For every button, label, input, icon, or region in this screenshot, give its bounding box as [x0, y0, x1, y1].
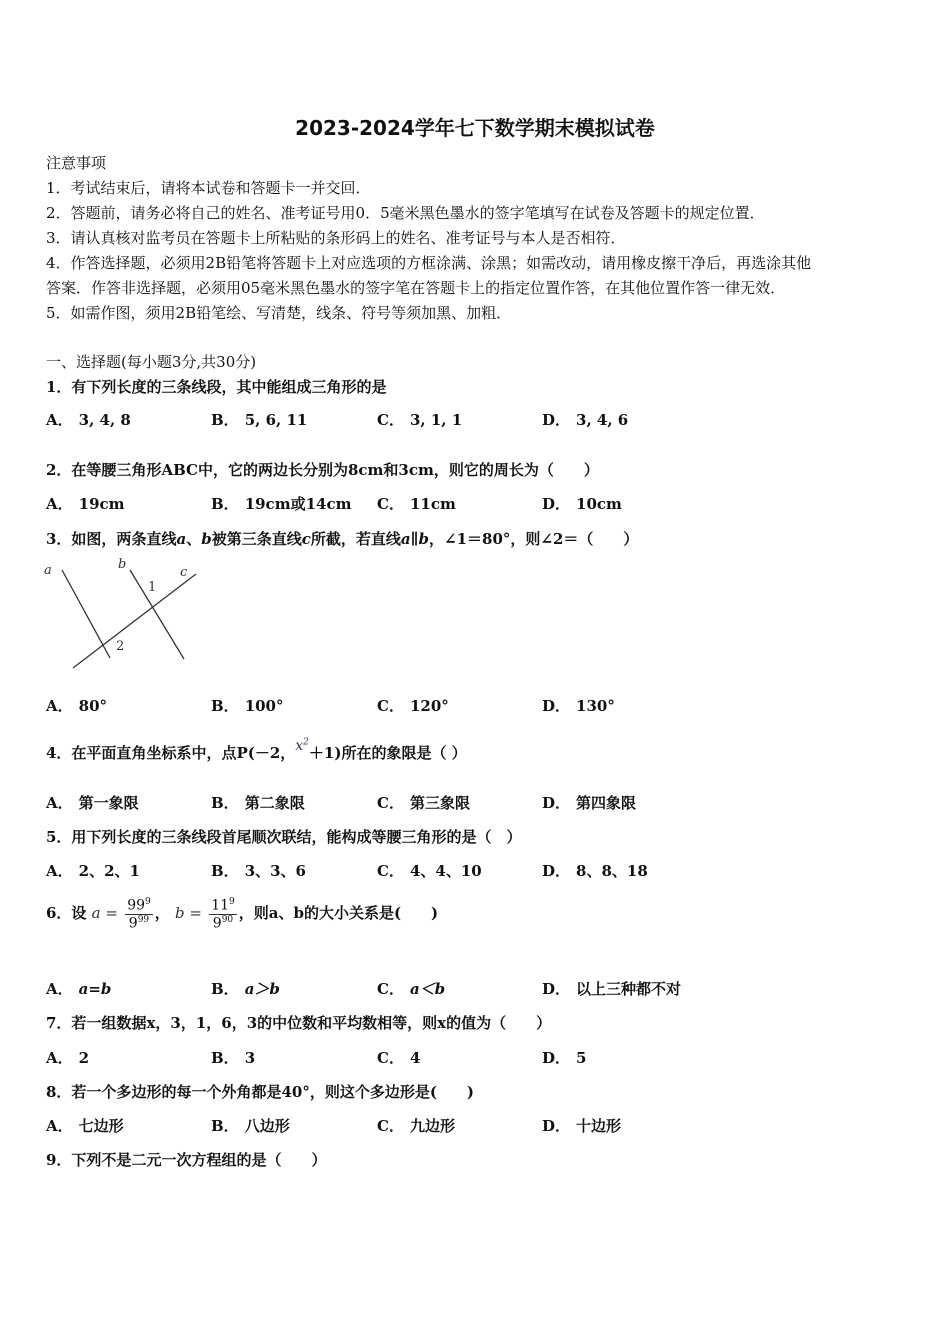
q3-figure	[40, 556, 210, 674]
q1-option-c: C． 3, 1, 1	[377, 411, 463, 429]
question-3-stem: 3．如图，两条直线a、b被第三条直线c所截，若直线a∥b，∠1＝80°，则∠2＝（ ）	[46, 530, 639, 548]
notice-item: 3．请认真核对监考员在答题卡上所粘贴的条形码上的姓名、准考证号与本人是否相符．	[46, 229, 626, 247]
q6-option-c: C． a＜b	[377, 980, 446, 998]
label-c: c	[180, 565, 188, 580]
line-c	[73, 574, 196, 668]
question-4-stem: 4．在平面直角坐标系中，点P(－2，$x^2+1$)所在的象限是（ ）	[46, 737, 467, 762]
question-9-stem: 9．下列不是二元一次方程组的是（ ）	[46, 1151, 327, 1169]
q7-option-b: B． 3	[211, 1049, 256, 1067]
q6-option-a: A． a=b	[46, 980, 112, 998]
notice-item: 答案．作答非选择题，必须用05毫米黑色墨水的签字笔在答题卡上的指定位置作答，在其他位置作答一律无效．	[46, 279, 786, 297]
q2-option-a: A． 19cm	[46, 495, 125, 513]
q8-option-c: C． 九边形	[377, 1117, 455, 1135]
q1-option-d: D． 3, 4, 6	[542, 411, 629, 429]
q1-option-a: A． 3, 4, 8	[46, 411, 131, 429]
label-b: b	[118, 557, 127, 572]
q4-option-d: D． 第四象限	[542, 794, 637, 812]
q3-option-c: C． 120°	[377, 697, 449, 715]
q3-option-d: D． 130°	[542, 697, 615, 715]
q3-option-b: B． 100°	[211, 697, 284, 715]
q4-option-c: C． 第三象限	[377, 794, 470, 812]
x-squared-expr: $x^2$	[295, 737, 309, 754]
q2-option-b: B． 19cm或14cm	[211, 495, 352, 513]
q5-option-b: B． 3、3、6	[211, 862, 306, 880]
q6-option-d: D． 以上三种都不对	[542, 980, 682, 998]
q3-option-a: A． 80°	[46, 697, 108, 715]
q6-option-b: B． a＞b	[211, 980, 280, 998]
question-1-stem: 1．有下列长度的三条线段，其中能组成三角形的是	[46, 378, 387, 396]
q7-option-a: A． 2	[46, 1049, 90, 1067]
section-heading: 一、选择题(每小题3分,共30分)	[46, 353, 257, 371]
q8-option-d: D． 十边形	[542, 1117, 622, 1135]
line-b	[130, 570, 184, 659]
label-a: a	[44, 563, 52, 578]
question-5-stem: 5．用下列长度的三条线段首尾顺次联结，能构成等腰三角形的是（ ）	[46, 828, 522, 846]
question-7-stem: 7．若一组数据x，3，1，6，3的中位数和平均数相等，则x的值为（ ）	[46, 1014, 552, 1032]
q7-option-d: D． 5	[542, 1049, 587, 1067]
angle-label-2: 2	[116, 639, 125, 654]
page-title: 2023-2024学年七下数学期末模拟试卷	[295, 116, 655, 140]
notice-item: 4．作答选择题，必须用2B铅笔将答题卡上对应选项的方框涂满、涂黑；如需改动，请用橡皮擦干净后，再选涂其他	[46, 254, 812, 272]
q5-option-a: A． 2、2、1	[46, 862, 140, 880]
q8-option-a: A． 七边形	[46, 1117, 124, 1135]
question-6-stem: 6．设 a = $\frac{99^9}{9^{99}}$ ， b = $\frac{11^9}{9^{90}}$ ，则a、b的大小关系是( )	[46, 897, 439, 932]
notice-heading: 注意事项	[46, 154, 107, 172]
q1-option-b: B． 5, 6, 11	[211, 411, 308, 429]
question-8-stem: 8．若一个多边形的每一个外角都是40°，则这个多边形是( )	[46, 1083, 475, 1101]
fraction-b: $\frac{11^9}{9^{90}}$	[211, 897, 235, 932]
q4-option-a: A． 第一象限	[46, 794, 139, 812]
q5-option-d: D． 8、8、18	[542, 862, 648, 880]
notice-item: 2．答题前，请务必将自己的姓名、准考证号用0．5毫米黑色墨水的签字笔填写在试卷及答题卡的规定位置．	[46, 204, 765, 222]
q5-option-c: C． 4、4、10	[377, 862, 482, 880]
q2-option-d: D． 10cm	[542, 495, 622, 513]
q7-option-c: C． 4	[377, 1049, 421, 1067]
question-2-stem: 2．在等腰三角形ABC中，它的两边长分别为8cm和3cm，则它的周长为（ ）	[46, 461, 599, 479]
angle-label-1: 1	[148, 580, 157, 595]
notice-item: 5．如需作图，须用2B铅笔绘、写清楚，线条、符号等须加黑、加粗．	[46, 304, 512, 322]
fraction-a: $\frac{99^9}{9^{99}}$	[127, 897, 151, 932]
q2-option-c: C． 11cm	[377, 495, 456, 513]
notice-item: 1．考试结束后，请将本试卷和答题卡一并交回．	[46, 179, 371, 197]
q8-option-b: B． 八边形	[211, 1117, 290, 1135]
q4-option-b: B． 第二象限	[211, 794, 305, 812]
